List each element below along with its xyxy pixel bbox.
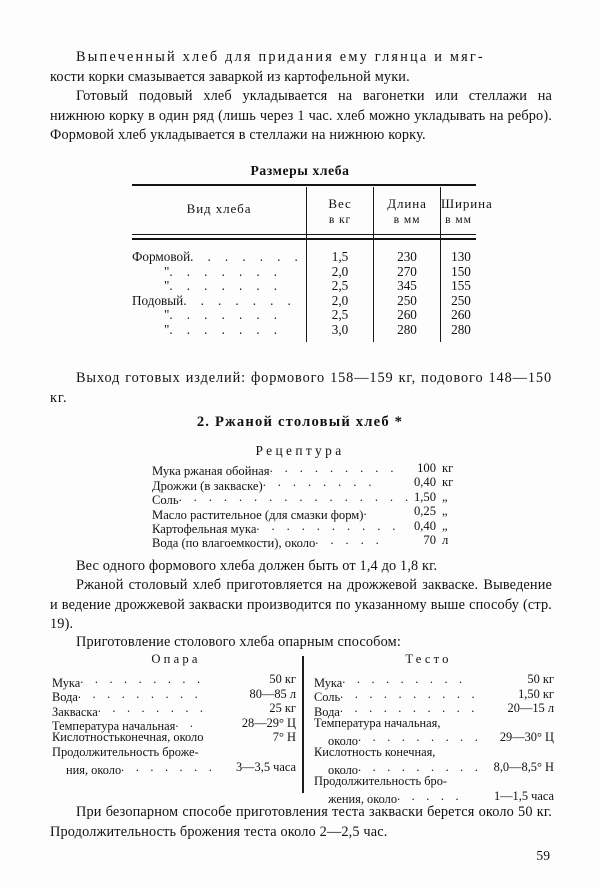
recipe-amount-unit: „	[442, 504, 448, 519]
dot-leader: . . . . . . . . .	[358, 759, 483, 774]
table-cell-kind	[132, 278, 306, 294]
dot-leader: . . . . . . .	[121, 759, 217, 774]
dot-leader: . . . . . . .	[169, 278, 283, 294]
dough-parameter-row-continuation	[314, 730, 554, 748]
recipe-row	[152, 532, 482, 551]
table-rule-middle-thick	[132, 238, 476, 240]
sponge-parameter-row	[52, 701, 296, 719]
recipe-amount-unit: „	[442, 489, 448, 504]
table-header-length	[374, 196, 440, 227]
table-cell-kind	[132, 293, 306, 309]
parameter-label: Кислотность конечная,	[314, 744, 436, 759]
dot-leader: . . . . . . . . . . . . . . . .	[178, 489, 413, 504]
weight-paragraph	[50, 557, 552, 577]
dot-leader: . . . . . . .	[190, 249, 304, 264]
table-header-length-line2: в мм	[393, 212, 421, 226]
table-cell-kind	[132, 307, 306, 323]
recipe-row	[152, 475, 482, 493]
table-cell-weight: 2,0	[331, 263, 349, 279]
table-cell-length: 260	[397, 307, 417, 323]
intro-p1-lead: Выпеченный хлеб для придания ему глянца и мяг-	[76, 49, 485, 65]
parameter-label-continued: около	[328, 733, 358, 748]
parameter-label: Продолжительность бро-	[314, 774, 448, 789]
parameter-value: 3—3,5 часа	[235, 759, 296, 774]
intro-paragraph-1	[50, 48, 552, 87]
dot-leader: . . . . . . . . .	[80, 672, 205, 686]
parameter-label: Вода	[52, 690, 78, 705]
process-table-heading-sponge: Опара	[151, 652, 201, 666]
table-header-length-line1: Длина	[387, 196, 427, 211]
parameter-label: Температура начальная	[52, 719, 176, 734]
dot-leader: . . . . . . . . . .	[256, 518, 400, 533]
dough-parameter-row	[314, 701, 554, 719]
recipe-amount-value: 0,40	[413, 475, 436, 490]
table-cell-length: 230	[397, 249, 417, 264]
recipe-amount-value: 0,40	[413, 518, 436, 533]
parameter-value: 25 кг	[269, 701, 296, 716]
parameter-label: Кислотностьконечная, около	[52, 730, 204, 745]
table-row	[132, 264, 476, 279]
parameter-label-continued: жения, около	[328, 792, 398, 807]
recipe-amount-value: 0,25	[413, 504, 436, 519]
dot-leader: . . . . . . .	[183, 292, 297, 308]
sizes-table	[132, 184, 493, 342]
dot-leader: . .	[175, 715, 198, 730]
parameter-value: 29—30° Ц	[499, 730, 554, 745]
table-row	[132, 307, 476, 322]
table-row	[132, 293, 476, 308]
dot-leader: . . . . . . .	[169, 263, 283, 279]
recipe-row	[152, 504, 482, 522]
table-header-width-line1: Ширина	[441, 196, 493, 211]
parameter-label-continued: ния, около	[66, 763, 122, 778]
recipe-row	[152, 461, 482, 479]
sponge-parameter-row	[52, 672, 296, 690]
parameter-label-continued: около	[328, 763, 358, 778]
recipe-amount-unit: л	[442, 532, 449, 547]
parameter-value: 28—29° Ц	[241, 715, 296, 730]
dot-leader: . . . . . . . . . .	[339, 701, 479, 716]
table-header-kind-label: Вид хлеба	[186, 201, 252, 216]
parameter-value: 7° Н	[272, 730, 296, 745]
intro-p2-text: Готовый подовый хлеб укладывается на вагонетки или стеллажи на нижнюю корку в один ряд (лишь через 1 час. хлеб можно укладывать на ребро). Формовой хлеб укладывается в стеллажи на нижнюю корку.	[50, 88, 552, 143]
recipe-ingredient-label: Соль	[152, 493, 179, 508]
table-cell-width: 150	[451, 263, 471, 279]
bread-kind-label: Формовой	[132, 249, 191, 264]
recipe-amount-unit: кг	[442, 475, 454, 490]
process-table-column-divider	[302, 656, 304, 793]
dot-leader: . . . . .	[397, 788, 463, 803]
page-number: 59	[536, 848, 550, 863]
recipe-heading: Рецептура	[255, 443, 345, 458]
dough-parameter-row	[314, 686, 554, 705]
sizes-table-body	[132, 249, 476, 337]
table-header-weight	[307, 196, 373, 227]
dough-parameter-row-continuation	[314, 788, 554, 807]
sponge-parameter-row-continuation	[52, 759, 296, 778]
table-cell-weight: 2,5	[331, 278, 349, 294]
recipe-ingredient-label: Дрожжи (в закваске)	[152, 478, 263, 493]
sponge-parameter-row	[52, 730, 296, 745]
sponge-parameter-list	[52, 672, 296, 778]
recipe-row	[152, 518, 482, 536]
table-header-width-line2: в мм	[445, 212, 472, 226]
recipe-amount-value: 70	[423, 532, 436, 547]
starter-paragraph-text: Ржаной столовый хлеб приготовляется на дрожжевой закваске. Выведение и ведение дрожжевой закваски производится по указанному выше способу (стр. 19).	[50, 577, 552, 632]
sizes-table-caption: Размеры хлеба	[250, 163, 350, 178]
parameter-value: 8,0—8,5° Н	[493, 759, 554, 774]
table-cell-width: 155	[451, 278, 471, 294]
table-cell-weight: 2,5	[331, 307, 349, 323]
table-cell-width: 250	[451, 292, 471, 308]
table-cell-length: 345	[397, 278, 417, 294]
dough-parameter-row	[314, 774, 554, 789]
table-cell-weight: 3,0	[331, 321, 349, 337]
dot-leader: . . . . . . . . .	[269, 461, 398, 475]
parameter-label: Мука	[52, 675, 81, 690]
sponge-method-text: Приготовление столового хлеба опарным способом:	[76, 634, 401, 650]
table-rule-middle	[132, 234, 476, 235]
recipe-row	[152, 489, 482, 508]
dough-parameter-row-continuation	[314, 759, 554, 778]
table-cell-kind	[132, 322, 306, 338]
dough-parameter-list	[314, 672, 554, 807]
dot-leader: . . . . .	[315, 532, 384, 547]
parameter-value: 50 кг	[269, 672, 296, 686]
bread-kind-label: "	[164, 263, 170, 279]
starter-paragraph	[50, 576, 552, 635]
recipe-ingredient-label: Вода (по влагоемкости), около	[152, 536, 316, 551]
table-cell-kind	[132, 249, 306, 265]
parameter-label: Закваска	[52, 704, 98, 719]
table-cell-width: 260	[451, 307, 471, 323]
dough-parameter-row	[314, 716, 554, 731]
table-cell-length: 270	[397, 263, 417, 279]
dot-leader: . . . . . . . .	[262, 475, 376, 490]
parameter-label: Продолжительность броже-	[52, 744, 199, 759]
dot-leader: . . . . . . .	[169, 307, 283, 323]
parameter-value: 80—85 л	[249, 686, 296, 701]
table-row	[132, 249, 476, 264]
dot-leader: .	[363, 504, 372, 519]
table-cell-weight: 2,0	[331, 292, 349, 308]
sponge-parameter-row	[52, 715, 296, 734]
weight-paragraph-text: Вес одного формового хлеба должен быть от 1,4 до 1,8 кг.	[76, 558, 438, 574]
sponge-parameter-row	[52, 686, 296, 705]
parameter-label: Температура начальная,	[314, 715, 441, 730]
dot-leader: . . . . . . . . . .	[340, 686, 479, 701]
table-header-weight-line1: Вес	[328, 196, 352, 211]
section-2-heading: 2. Ржаной столовый хлеб *	[196, 414, 404, 430]
table-cell-length: 280	[397, 321, 417, 337]
table-rule-top	[132, 184, 476, 186]
bread-kind-label: "	[164, 307, 170, 323]
recipe-list	[152, 461, 482, 551]
table-row	[132, 278, 476, 293]
sponge-parameter-row	[52, 745, 296, 760]
dough-parameter-row	[314, 672, 554, 690]
table-cell-kind	[132, 264, 306, 280]
parameter-label: Мука	[314, 675, 343, 690]
final-paragraph	[50, 803, 552, 842]
recipe-amount-unit: „	[442, 518, 448, 533]
bread-kind-label: "	[164, 278, 170, 294]
recipe-amount-value: 100	[417, 461, 436, 475]
bread-kind-label: "	[164, 321, 170, 337]
recipe-amount-value: 1,50	[413, 489, 436, 504]
dot-leader: . . . . . . . .	[97, 701, 208, 716]
parameter-value: 20—15 л	[507, 701, 554, 716]
yield-paragraph-text: Выход готовых изделий: формового 158—159 кг, подового 148—150 кг.	[50, 370, 552, 406]
parameter-label: Вода	[314, 704, 340, 719]
table-header-width	[441, 196, 493, 227]
table-cell-width: 280	[451, 321, 471, 337]
bread-kind-label: Подовый	[132, 292, 184, 308]
parameter-value: 50 кг	[527, 672, 554, 686]
recipe-ingredient-label: Масло растительное (для смазки форм)	[152, 507, 364, 522]
dot-leader: . . . . . . . . .	[77, 686, 202, 701]
final-paragraph-text: При безопарном способе приготовления теста закваски берется около 50 кг. Продолжительность брожения теста около 2—2,5 час.	[50, 804, 552, 840]
yield-paragraph	[50, 369, 552, 408]
dot-leader: . . . . . . .	[169, 321, 283, 337]
table-row	[132, 322, 476, 337]
recipe-ingredient-label: Мука ржаная обойная	[152, 464, 270, 479]
process-table	[50, 652, 554, 807]
dot-leader: . . . . . . . . .	[342, 672, 467, 686]
table-cell-length: 250	[397, 292, 417, 308]
intro-p1-rest: кости корки смазывается заваркой из картофельной муки.	[50, 68, 410, 85]
process-table-heading-dough: Тесто	[405, 652, 452, 666]
sponge-method-paragraph	[50, 633, 552, 653]
table-cell-width: 130	[451, 249, 471, 264]
dough-parameter-row	[314, 745, 554, 760]
recipe-ingredient-label: Картофельная мука	[152, 521, 257, 536]
parameter-value: 1,50 кг	[518, 686, 554, 701]
parameter-label: Соль	[314, 690, 341, 705]
parameter-value: 1—1,5 часа	[493, 788, 554, 803]
intro-paragraph-2	[50, 87, 552, 146]
dot-leader: . . . . . . . . .	[358, 730, 483, 745]
table-header-kind	[132, 201, 306, 217]
table-header-weight-line2: в кг	[328, 212, 352, 226]
recipe-amount-unit: кг	[442, 461, 454, 475]
table-cell-weight: 1,5	[331, 249, 349, 264]
